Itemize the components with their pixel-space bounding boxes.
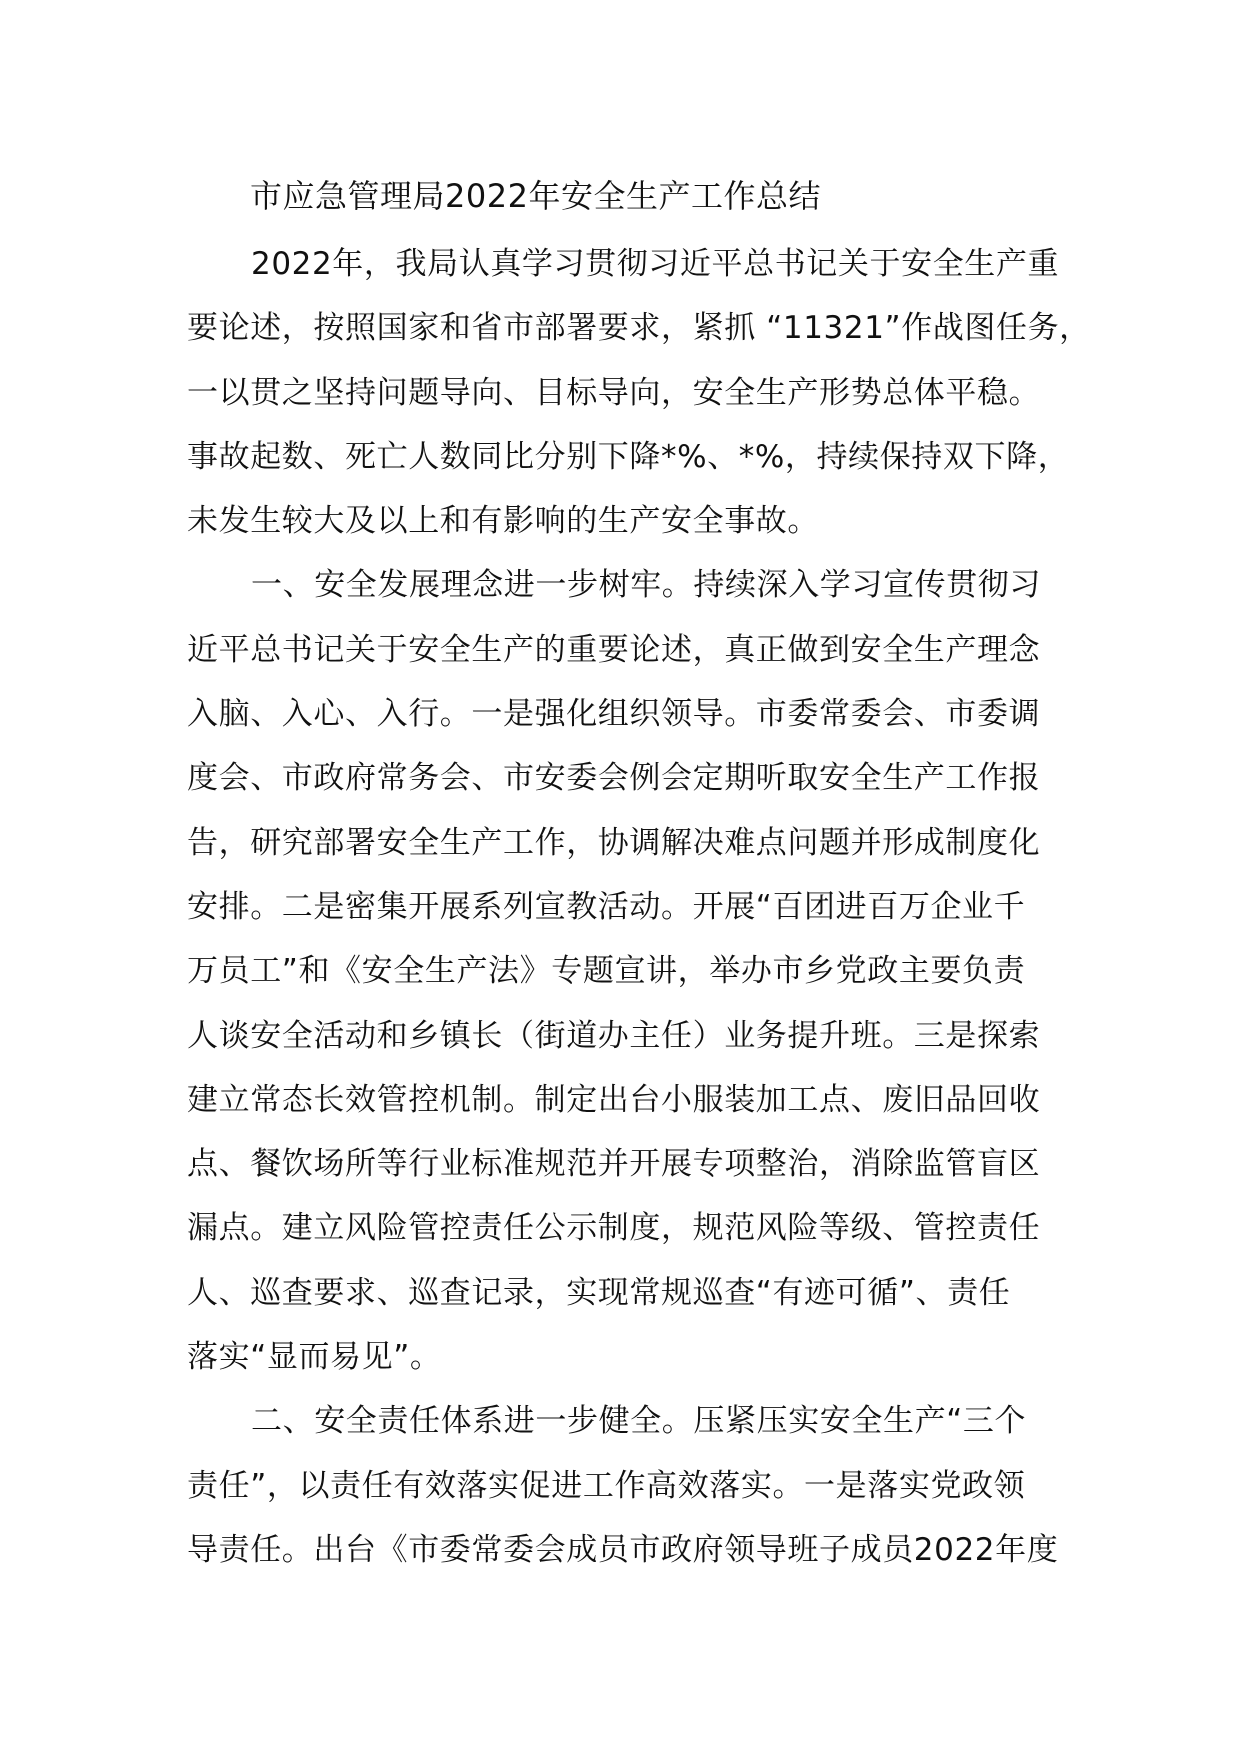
text-line: 2022年，我局认真学习贯彻习近平总书记关于安全生产重 [251, 246, 1060, 282]
paragraph-section-one [187, 553, 1067, 1389]
text-line: 点、餐饮场所等行业标准规范并开展专项整治，消除监管盲区 [187, 1146, 1041, 1183]
text-line: 漏点。建立风险管控责任公示制度，规范风险等级、管控责任 [187, 1210, 1041, 1247]
text-line: 导责任。出台《市委常委会成员市政府领导班子成员2022年度 [187, 1531, 1059, 1568]
text-line: 要论述，按照国家和省市部署要求，紧抓 “11321”作战图任务， [187, 310, 1091, 347]
document-body [187, 232, 1091, 1582]
text-line: 人谈安全活动和乡镇长（街道办主任）业务提升班。三是探索 [187, 1017, 1041, 1054]
text-line: 责任”，以责任有效落实促进工作高效落实。一是落实党政领 [187, 1467, 1026, 1504]
text-line: 二、安全责任体系进一步健全。压紧压实安全生产“三个 [251, 1403, 1027, 1440]
text-line: 万员工”和《安全生产法》专题宣讲，举办市乡党政主要负责 [187, 953, 1026, 990]
text-line: 落实“显而易见”。 [187, 1339, 442, 1376]
text-line: 事故起数、死亡人数同比分别下降*%、*%，持续保持双下降， [187, 438, 1070, 475]
text-line: 人、巡查要求、巡查记录，实现常规巡查“有迹可循”、责任 [187, 1274, 1011, 1311]
text-line: 度会、市政府常务会、市安委会例会定期听取安全生产工作报 [187, 760, 1041, 797]
text-line: 未发生较大及以上和有影响的生产安全事故。 [187, 503, 819, 540]
text-line: 一、安全发展理念进一步树牢。持续深入学习宣传贯彻习 [251, 567, 1041, 604]
text-line: 告，研究部署安全生产工作，协调解决难点问题并形成制度化 [187, 824, 1041, 861]
text-line: 入脑、入心、入行。一是强化组织领导。市委常委会、市委调 [187, 696, 1041, 733]
text-line: 近平总书记关于安全生产的重要论述，真正做到安全生产理念 [187, 631, 1041, 668]
text-line: 建立常态长效管控机制。制定出台小服装加工点、废旧品回收 [187, 1081, 1041, 1118]
text-line: 一以贯之坚持问题导向、目标导向，安全生产形势总体平稳。 [187, 374, 1041, 411]
paragraph-intro [187, 232, 1091, 553]
document-title: 市应急管理局2022年安全生产工作总结 [250, 177, 821, 215]
text-line: 安排。二是密集开展系列宣教活动。开展“百团进百万企业千 [187, 888, 1026, 925]
paragraph-section-two [187, 1389, 1067, 1582]
